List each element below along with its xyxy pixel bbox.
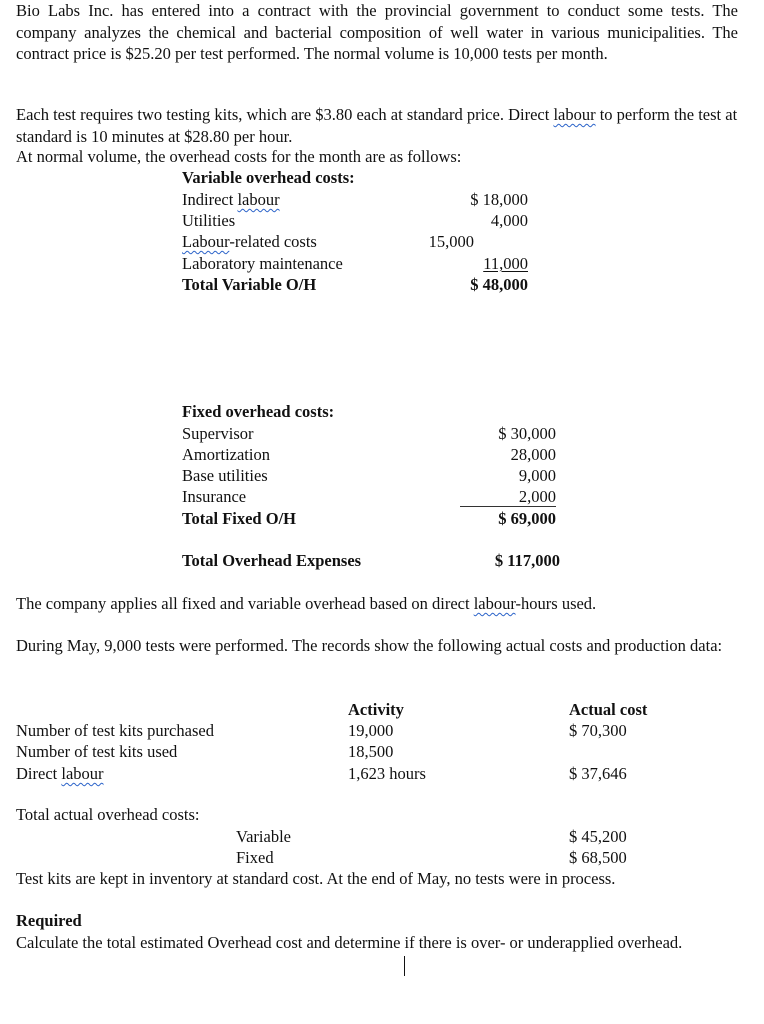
variable-row-mid-amount: 15,000 <box>428 232 474 251</box>
total-fixed-label: Total Fixed O/H <box>182 509 296 528</box>
variable-row-label: Utilities <box>182 211 236 230</box>
p2-text-b: to perform the test at standard is 10 minutes at $28.80 per hour. <box>16 105 738 146</box>
actual-row-activity: 19,000 <box>348 721 394 740</box>
variable-overhead-heading: Variable overhead costs: <box>182 168 355 187</box>
col-header-activity: Activity <box>348 700 404 719</box>
fixed-row-amount: 9,000 <box>518 466 556 485</box>
fixed-row-label: Supervisor <box>182 424 254 443</box>
total-overhead-amount: $ 117,000 <box>494 551 560 570</box>
actual-row-cost: $ 37,646 <box>569 764 627 783</box>
overhead-intro-line: At normal volume, the overhead costs for the month are as follows: <box>16 147 462 166</box>
spell-flag-labour: Labour <box>182 232 230 251</box>
total-variable-label: Total Variable O/H <box>182 275 317 294</box>
overhead-application-text <box>16 594 596 614</box>
spell-flag-labour: labour <box>237 190 280 209</box>
fixed-row-label: Base utilities <box>182 466 268 485</box>
actual-row-activity: 1,623 hours <box>348 764 426 783</box>
fixed-row-amount: $ 30,000 <box>498 424 556 443</box>
variable-row-amount: 11,000 <box>483 254 528 273</box>
intro-text: Bio Labs Inc. has entered into a contract with the provincial government to conduct some tests. The company analyzes the chemical and bacterial composition of well water in various municipalities. The contract price is $25.20 per test performed. The normal volume is 10,000 tests per month. <box>16 1 738 63</box>
fixed-row-amount: 28,000 <box>510 445 556 464</box>
p2-text-a: Each test requires two testing kits, which are $3.80 each at standard price. Direct <box>16 105 554 124</box>
fixed-row-label: Amortization <box>182 445 270 464</box>
actual-row-label <box>16 764 104 784</box>
actual-row-cost: $ 70,300 <box>569 721 627 740</box>
variable-row-label: Laboratory maintenance <box>182 254 343 273</box>
actual-variable-amount: $ 45,200 <box>569 827 627 846</box>
may-text: During May, 9,000 tests were performed. The records show the following actual costs and production data: <box>16 636 723 655</box>
apply-text-a: The company applies all fixed and variable overhead based on direct <box>16 594 474 613</box>
actual-row-label: Number of test kits purchased <box>16 721 214 740</box>
actual-fixed-label: Fixed <box>236 848 274 867</box>
actual-fixed-amount: $ 68,500 <box>569 848 627 867</box>
col-header-actual-cost: Actual cost <box>569 700 648 719</box>
spell-flag-labour: labour <box>473 594 516 613</box>
test-requirements-paragraph <box>16 104 738 147</box>
actual-row-label: Number of test kits used <box>16 742 178 761</box>
fixed-overhead-heading: Fixed overhead costs: <box>182 402 335 421</box>
total-actual-overhead-label: Total actual overhead costs: <box>16 805 200 824</box>
fixed-row-label: Insurance <box>182 487 247 506</box>
label-part: Indirect <box>182 190 238 209</box>
variable-row-amount: 4,000 <box>490 211 528 230</box>
label-part: Direct <box>16 764 62 783</box>
variable-row-label <box>182 190 280 210</box>
required-heading: Required <box>16 911 82 930</box>
variable-row-label <box>182 232 317 252</box>
variable-row-amount: $ 18,000 <box>470 190 528 209</box>
spell-flag-labour: labour <box>61 764 104 783</box>
inventory-note: Test kits are kept in inventory at standard cost. At the end of May, no tests were in process. <box>16 869 616 888</box>
text-cursor[interactable] <box>404 956 405 976</box>
required-question: Calculate the total estimated Overhead cost and determine if there is over- or underapplied overhead. <box>16 933 683 952</box>
may-production-paragraph <box>16 635 738 657</box>
required-text <box>16 932 706 954</box>
spell-flag-labour: labour <box>553 105 596 124</box>
intro-paragraph <box>16 0 738 65</box>
subtotal-rule <box>460 506 556 507</box>
apply-text-b: -hours used. <box>515 594 597 613</box>
total-overhead-label: Total Overhead Expenses <box>182 551 362 570</box>
label-part: -related costs <box>229 232 317 251</box>
total-fixed-amount: $ 69,000 <box>498 509 556 528</box>
fixed-row-amount: 2,000 <box>518 487 556 506</box>
actual-row-activity: 18,500 <box>348 742 394 761</box>
total-variable-amount: $ 48,000 <box>470 275 528 294</box>
actual-variable-label: Variable <box>236 827 291 846</box>
